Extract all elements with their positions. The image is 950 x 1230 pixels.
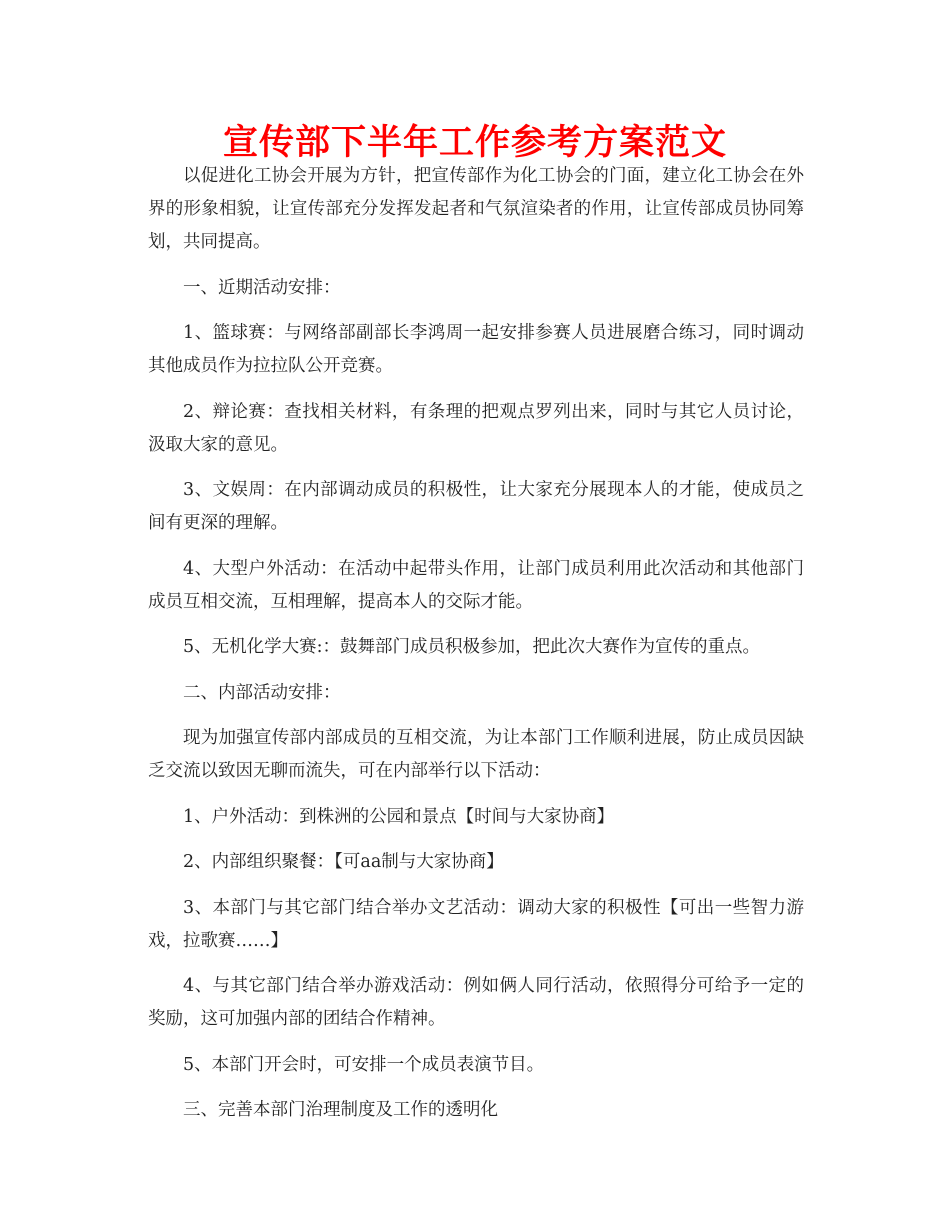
intro-paragraph: 以促进化工协会开展为方针，把宣传部作为化工协会的门面，建立化工协会在外界的形象相貌，让宣传部充分发挥发起者和气氛渲染者的作用，让宣传部成员协同筹划，共同提高。: [148, 166, 804, 252]
list-item-outdoor-event: 4、大型户外活动：在活动中起带头作用，让部门成员利用此次活动和其他部门成员互相交流，互相理解，提高本人的交际才能。: [148, 558, 804, 612]
section-heading-recent-activities: 一、近期活动安排：: [183, 277, 341, 298]
document-body: [148, 160, 804, 1140]
document-title: 宣传部下半年工作参考方案范文: [222, 123, 727, 163]
list-item-art-event: 3、本部门与其它部门结合举办文艺活动：调动大家的积极性【可出一些智力游戏，拉歌赛……】: [148, 897, 804, 951]
section-heading-internal-activities: 二、内部活动安排：: [183, 682, 341, 703]
list-item-entertainment-week: 3、文娱周：在内部调动成员的积极性，让大家充分展现本人的才能，使成员之间有更深的理解。: [148, 480, 804, 533]
list-item-meeting-show: 5、本部门开会时，可安排一个成员表演节目。: [183, 1054, 545, 1075]
section-heading-management: 三、完善本部门治理制度及工作的透明化: [183, 1100, 498, 1120]
list-item-chemistry-contest: 5、无机化学大赛:：鼓舞部门成员积极参加，把此次大赛作为宣传的重点。: [183, 637, 761, 657]
list-item-dinner: 2、内部组织聚餐：【可aa制与大家协商】: [183, 852, 504, 872]
list-item-outing: 1、户外活动：到株洲的公园和景点【时间与大家协商】: [183, 806, 615, 827]
list-item-basketball: 1、篮球赛：与网络部副部长李鸿周一起安排参赛人员进展磨合练习，同时调动其他成员作为拉拉队公开竞赛。: [148, 323, 804, 376]
list-item-debate: 2、辩论赛：查找相关材料，有条理的把观点罗列出来，同时与其它人员讨论，汲取大家的意见。: [148, 401, 804, 455]
internal-activities-intro: 现为加强宣传部内部成员的互相交流，为让本部门工作顺利进展，防止成员因缺乏交流以致因无聊而流失，可在内部举行以下活动：: [148, 728, 804, 781]
list-item-game-event: 4、与其它部门结合举办游戏活动：例如俩人同行活动，依照得分可给予一定的奖励，这可加强内部的团结合作精神。: [148, 976, 804, 1029]
